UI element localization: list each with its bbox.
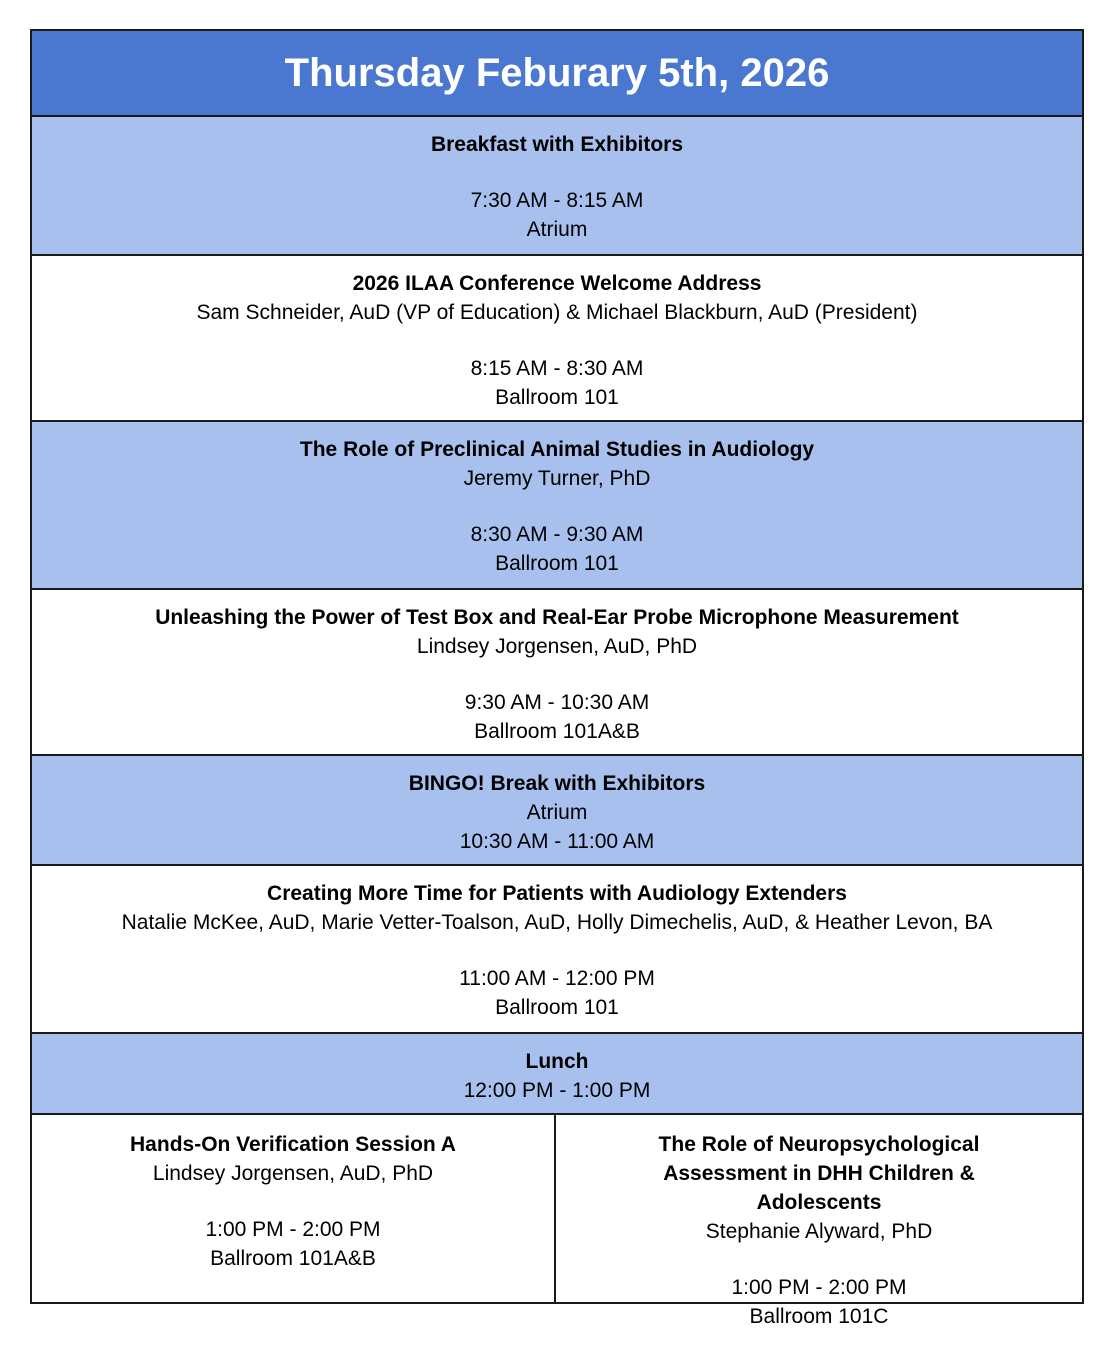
session-location: Atrium <box>526 218 588 241</box>
session-speaker: Sam Schneider, AuD (VP of Education) & Michael Blackburn, AuD (President) <box>196 301 918 324</box>
session-title: BINGO! Break with Exhibitors <box>408 772 706 795</box>
concurrent-session <box>556 1115 1082 1328</box>
session-row <box>32 866 1082 1034</box>
session-row <box>32 756 1082 866</box>
session-location: Atrium <box>526 801 588 824</box>
session-title: Lunch <box>525 1050 589 1073</box>
session-title: Breakfast with Exhibitors <box>430 133 684 156</box>
session-speaker: Lindsey Jorgensen, AuD, PhD <box>416 635 698 658</box>
session-title: Creating More Time for Patients with Audiology Extenders <box>267 882 847 905</box>
session-time: 10:30 AM - 11:00 AM <box>459 830 655 853</box>
concurrent-sessions-row <box>32 1115 1082 1328</box>
day-title: Thursday Feburary 5th, 2026 <box>284 50 830 95</box>
session-time: 8:15 AM - 8:30 AM <box>470 357 644 380</box>
session-title: 2026 ILAA Conference Welcome Address <box>352 272 762 295</box>
session-title: The Role of Neuropsychological Assessment in DHH Children & Adolescents <box>658 1133 980 1214</box>
session-location: Ballroom 101 <box>495 996 619 1019</box>
session-location: Ballroom 101C <box>749 1305 889 1328</box>
session-row <box>32 590 1082 756</box>
concurrent-session <box>32 1115 556 1302</box>
session-speaker: Jeremy Turner, PhD <box>463 467 651 490</box>
session-location: Ballroom 101A&B <box>210 1247 376 1270</box>
session-time: 11:00 AM - 12:00 PM <box>459 967 655 990</box>
session-time: 1:00 PM - 2:00 PM <box>731 1276 907 1299</box>
session-location: Ballroom 101 <box>495 552 619 575</box>
session-title: The Role of Preclinical Animal Studies in Audiology <box>299 438 815 461</box>
session-time: 7:30 AM - 8:15 AM <box>470 189 644 212</box>
session-speaker: Stephanie Alyward, PhD <box>705 1220 933 1243</box>
session-time: 1:00 PM - 2:00 PM <box>205 1218 381 1241</box>
session-location: Ballroom 101 <box>495 386 619 409</box>
session-speaker: Natalie McKee, AuD, Marie Vetter-Toalson, AuD, Holly Dimechelis, AuD, & Heather Levon, BA <box>121 911 993 934</box>
session-location: Ballroom 101A&B <box>474 720 640 743</box>
session-time: 12:00 PM - 1:00 PM <box>463 1079 651 1102</box>
session-row <box>32 422 1082 590</box>
session-title: Unleashing the Power of Test Box and Real-Ear Probe Microphone Measurement <box>155 606 959 629</box>
session-row <box>32 1034 1082 1115</box>
session-row <box>32 256 1082 422</box>
session-title: Hands-On Verification Session A <box>130 1133 456 1156</box>
session-time: 8:30 AM - 9:30 AM <box>470 523 644 546</box>
session-row <box>32 117 1082 256</box>
session-speaker: Lindsey Jorgensen, AuD, PhD <box>152 1162 434 1185</box>
schedule-table <box>30 29 1084 1328</box>
session-time: 9:30 AM - 10:30 AM <box>464 691 650 714</box>
schedule-day-header <box>32 31 1082 117</box>
